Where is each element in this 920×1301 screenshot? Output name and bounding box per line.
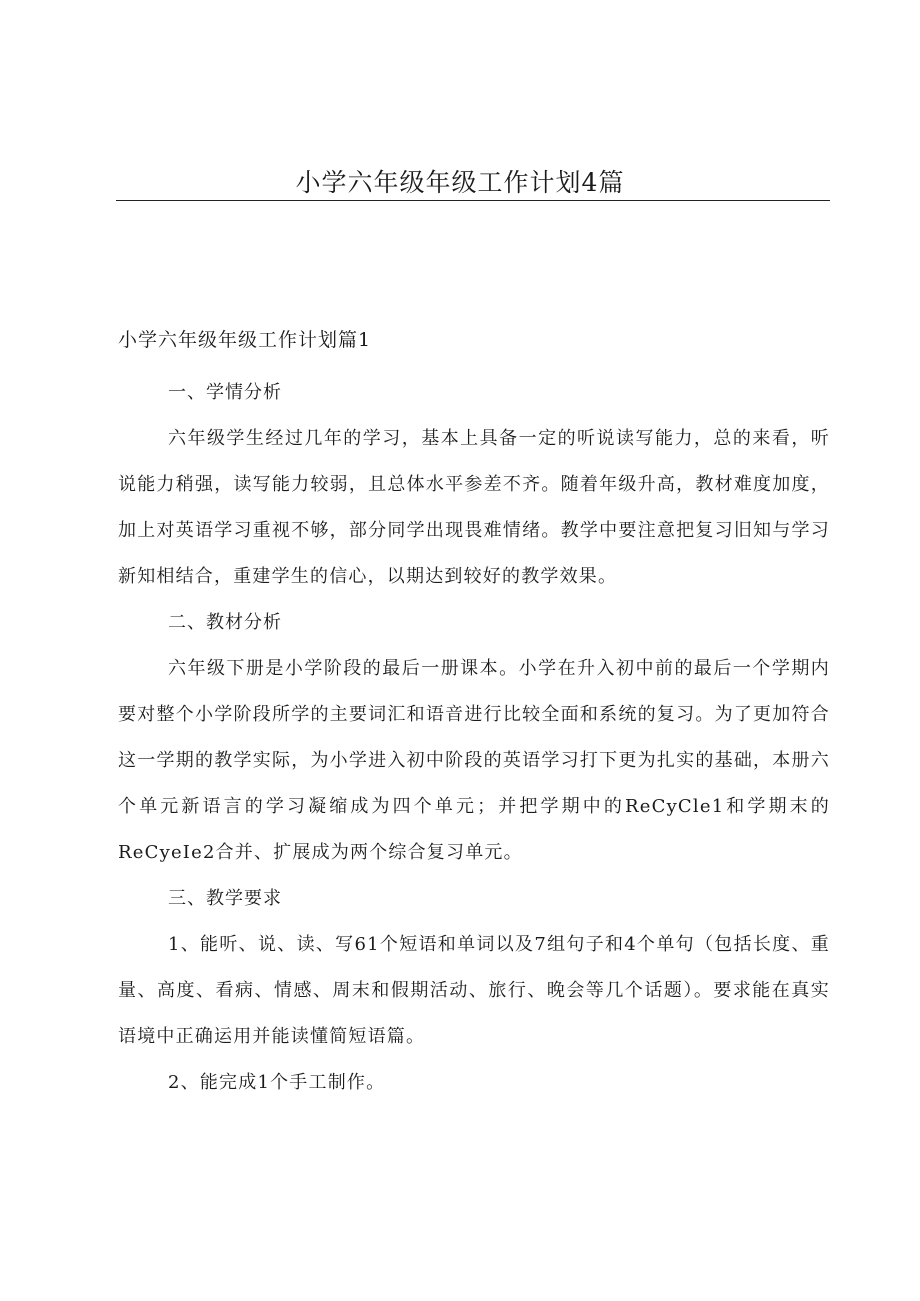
document-body: [118, 370, 830, 1106]
paragraph-learning-analysis: 六年级学生经过几年的学习，基本上具备一定的听说读写能力，总的来看，听说能力稍强，读写能力较弱，且总体水平参差不齐。随着年级升高，教材难度加度，加上对英语学习重视不够，部分同学出现畏难情绪。教学中要注意把复习旧知与学习新知相结合，重建学生的信心，以期达到较好的教学效果。: [118, 428, 830, 587]
section-title: 小学六年级年级工作计划篇1: [118, 329, 372, 351]
paragraph-textbook-analysis: 六年级下册是小学阶段的最后一册课本。小学在升入初中前的最后一个学期内要对整个小学阶段所学的主要词汇和语音进行比较全面和系统的复习。为了更加符合这一学期的教学实际，为小学进入初中阶段的英语学习打下更为扎实的基础，本册六个单元新语言的学习凝缩成为四个单元；并把学期中的ReCyCle1和学期末的ReCyeIe2合并、扩展成为两个综合复习单元。: [118, 658, 830, 863]
paragraph-requirement-2: 2、能完成1个手工制作。: [168, 1072, 386, 1093]
document-title: 小学六年级年级工作计划4篇: [295, 168, 625, 197]
title-underline: [116, 200, 830, 201]
heading-textbook-analysis: 二、教材分析: [168, 612, 282, 633]
paragraph-requirement-1: 1、能听、说、读、写61个短语和单词以及7组句子和4个单句（包括长度、重量、高度、看病、情感、周末和假期活动、旅行、晚会等几个话题）。要求能在真实语境中正确运用并能读懂简短语篇。: [118, 934, 830, 1047]
heading-learning-analysis: 一、学情分析: [168, 382, 282, 403]
heading-teaching-requirements: 三、教学要求: [168, 888, 282, 909]
